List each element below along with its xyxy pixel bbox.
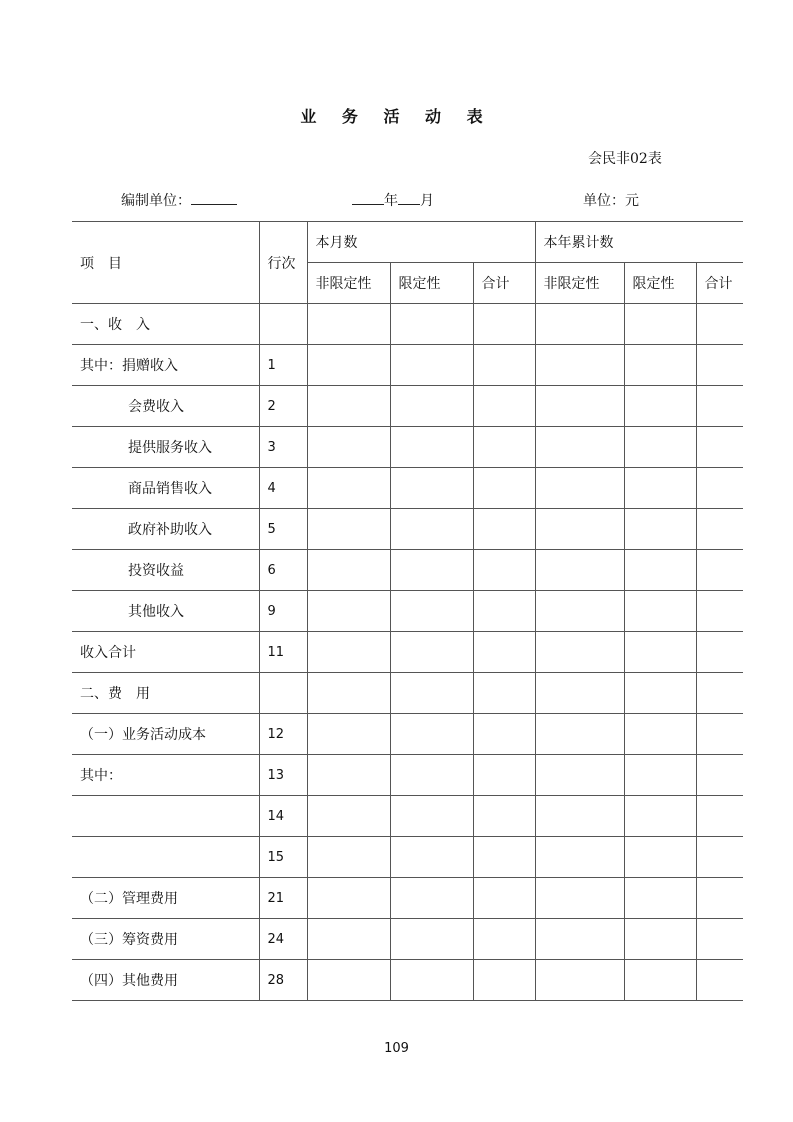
row-item: 收入合计 — [72, 632, 259, 673]
value-cell[interactable] — [390, 304, 473, 345]
value-cell[interactable] — [535, 591, 624, 632]
value-cell[interactable] — [624, 509, 696, 550]
table-row — [72, 304, 743, 345]
table-row — [72, 632, 743, 673]
year-suffix: 年 — [384, 193, 398, 209]
value-cell[interactable] — [390, 345, 473, 386]
value-cell[interactable] — [307, 591, 390, 632]
value-cell[interactable] — [696, 468, 743, 509]
value-cell[interactable] — [624, 632, 696, 673]
row-item: 其中：捐赠收入 — [72, 345, 259, 386]
value-cell[interactable] — [307, 509, 390, 550]
value-cell[interactable] — [307, 304, 390, 345]
value-cell[interactable] — [307, 345, 390, 386]
row-item: （二）管理费用 — [72, 878, 259, 919]
header-item: 项 目 — [72, 222, 259, 304]
value-cell[interactable] — [624, 345, 696, 386]
header-line-no: 行次 — [259, 222, 307, 304]
table-row — [72, 960, 743, 1001]
value-cell[interactable] — [473, 796, 535, 837]
value-cell[interactable] — [473, 960, 535, 1001]
row-line-number: 1 — [259, 345, 307, 386]
value-cell[interactable] — [307, 755, 390, 796]
table-row — [72, 714, 743, 755]
value-cell[interactable] — [473, 673, 535, 714]
value-cell[interactable] — [535, 878, 624, 919]
value-cell[interactable] — [535, 345, 624, 386]
table-row — [72, 755, 743, 796]
table-row — [72, 837, 743, 878]
header-row-1 — [72, 222, 743, 263]
row-line-number: 2 — [259, 386, 307, 427]
value-cell[interactable] — [390, 796, 473, 837]
value-cell[interactable] — [390, 427, 473, 468]
preparing-unit-label: 编制单位： — [121, 193, 191, 209]
table-row — [72, 427, 743, 468]
value-cell[interactable] — [307, 960, 390, 1001]
value-cell[interactable] — [473, 837, 535, 878]
header-year-group: 本年累计数 — [535, 222, 743, 263]
value-cell[interactable] — [624, 960, 696, 1001]
value-cell[interactable] — [696, 386, 743, 427]
value-cell[interactable] — [473, 755, 535, 796]
value-cell[interactable] — [390, 509, 473, 550]
value-cell[interactable] — [390, 632, 473, 673]
value-cell[interactable] — [624, 386, 696, 427]
row-item: （三）筹资费用 — [72, 919, 259, 960]
value-cell[interactable] — [696, 591, 743, 632]
value-cell[interactable] — [473, 591, 535, 632]
row-line-number: 13 — [259, 755, 307, 796]
value-cell[interactable] — [473, 386, 535, 427]
value-cell[interactable] — [307, 796, 390, 837]
row-line-number: 12 — [259, 714, 307, 755]
value-cell[interactable] — [307, 632, 390, 673]
row-line-number: 9 — [259, 591, 307, 632]
value-cell[interactable] — [696, 550, 743, 591]
value-cell[interactable] — [696, 673, 743, 714]
preparing-unit — [121, 190, 237, 210]
value-cell[interactable] — [390, 386, 473, 427]
value-cell[interactable] — [535, 755, 624, 796]
preparing-unit-blank[interactable] — [191, 190, 237, 205]
value-cell[interactable] — [473, 468, 535, 509]
row-item: 二、费 用 — [72, 673, 259, 714]
value-cell[interactable] — [624, 591, 696, 632]
row-item: 会费收入 — [72, 386, 259, 427]
value-cell[interactable] — [696, 427, 743, 468]
value-cell[interactable] — [473, 345, 535, 386]
row-item — [72, 837, 259, 878]
value-cell[interactable] — [624, 919, 696, 960]
value-cell[interactable] — [535, 304, 624, 345]
table-row — [72, 386, 743, 427]
row-line-number: 24 — [259, 919, 307, 960]
table-row — [72, 509, 743, 550]
row-line-number: 5 — [259, 509, 307, 550]
row-item: 投资收益 — [72, 550, 259, 591]
value-cell[interactable] — [307, 550, 390, 591]
value-cell[interactable] — [390, 878, 473, 919]
value-cell[interactable] — [390, 468, 473, 509]
value-cell[interactable] — [390, 550, 473, 591]
value-cell[interactable] — [473, 714, 535, 755]
value-cell[interactable] — [307, 427, 390, 468]
value-cell[interactable] — [390, 673, 473, 714]
year-blank[interactable] — [352, 190, 384, 205]
value-cell[interactable] — [696, 345, 743, 386]
value-cell[interactable] — [473, 919, 535, 960]
value-cell[interactable] — [307, 714, 390, 755]
row-item: 其中： — [72, 755, 259, 796]
value-cell[interactable] — [535, 796, 624, 837]
value-cell[interactable] — [390, 960, 473, 1001]
value-cell[interactable] — [473, 550, 535, 591]
table-row — [72, 345, 743, 386]
value-cell[interactable] — [307, 468, 390, 509]
value-cell[interactable] — [696, 837, 743, 878]
value-cell[interactable] — [696, 714, 743, 755]
value-cell[interactable] — [535, 714, 624, 755]
value-cell[interactable] — [390, 837, 473, 878]
value-cell[interactable] — [473, 632, 535, 673]
row-item: （一）业务活动成本 — [72, 714, 259, 755]
table-row — [72, 878, 743, 919]
row-item: 商品销售收入 — [72, 468, 259, 509]
row-line-number: 11 — [259, 632, 307, 673]
value-cell[interactable] — [535, 468, 624, 509]
value-cell[interactable] — [624, 837, 696, 878]
value-cell[interactable] — [307, 878, 390, 919]
report-period — [352, 190, 434, 210]
value-cell[interactable] — [696, 919, 743, 960]
value-cell[interactable] — [624, 550, 696, 591]
row-line-number — [259, 304, 307, 345]
header-month-group: 本月数 — [307, 222, 535, 263]
row-line-number: 14 — [259, 796, 307, 837]
page-number: 109 — [384, 1041, 409, 1056]
value-cell[interactable] — [624, 878, 696, 919]
row-item: 一、收 入 — [72, 304, 259, 345]
row-line-number: 15 — [259, 837, 307, 878]
table-body — [72, 304, 743, 1001]
row-line-number: 28 — [259, 960, 307, 1001]
value-cell[interactable] — [624, 796, 696, 837]
value-cell[interactable] — [535, 550, 624, 591]
value-cell[interactable] — [535, 837, 624, 878]
value-cell[interactable] — [696, 632, 743, 673]
table-row — [72, 919, 743, 960]
row-item — [72, 796, 259, 837]
subheader-month-1: 限定性 — [390, 263, 473, 304]
value-cell[interactable] — [624, 304, 696, 345]
row-line-number — [259, 673, 307, 714]
row-item: （四）其他费用 — [72, 960, 259, 1001]
row-item: 其他收入 — [72, 591, 259, 632]
value-cell[interactable] — [624, 468, 696, 509]
month-suffix: 月 — [420, 193, 434, 209]
value-cell[interactable] — [473, 427, 535, 468]
value-cell[interactable] — [624, 427, 696, 468]
month-blank[interactable] — [398, 190, 420, 205]
document-title: 业 务 活 动 表 — [300, 107, 493, 126]
value-cell[interactable] — [624, 714, 696, 755]
row-line-number: 6 — [259, 550, 307, 591]
value-cell[interactable] — [696, 304, 743, 345]
value-cell[interactable] — [390, 755, 473, 796]
value-cell[interactable] — [696, 509, 743, 550]
value-cell[interactable] — [473, 509, 535, 550]
value-cell[interactable] — [624, 755, 696, 796]
value-cell[interactable] — [307, 386, 390, 427]
value-cell[interactable] — [307, 919, 390, 960]
value-cell[interactable] — [535, 919, 624, 960]
value-cell[interactable] — [535, 632, 624, 673]
form-code: 会民非02表 — [588, 151, 662, 167]
value-cell[interactable] — [624, 673, 696, 714]
row-item: 提供服务收入 — [72, 427, 259, 468]
value-cell[interactable] — [696, 878, 743, 919]
value-cell[interactable] — [473, 878, 535, 919]
value-cell[interactable] — [696, 796, 743, 837]
value-cell[interactable] — [307, 837, 390, 878]
row-line-number: 3 — [259, 427, 307, 468]
row-line-number: 4 — [259, 468, 307, 509]
subheader-month-2: 合计 — [473, 263, 535, 304]
value-cell[interactable] — [535, 509, 624, 550]
value-cell[interactable] — [535, 386, 624, 427]
value-cell[interactable] — [473, 304, 535, 345]
subheader-year-0: 非限定性 — [535, 263, 624, 304]
subheader-month-0: 非限定性 — [307, 263, 390, 304]
row-line-number: 21 — [259, 878, 307, 919]
table-row — [72, 468, 743, 509]
value-cell[interactable] — [307, 673, 390, 714]
table-row — [72, 796, 743, 837]
subheader-year-2: 合计 — [696, 263, 743, 304]
row-item: 政府补助收入 — [72, 509, 259, 550]
currency-unit: 单位：元 — [583, 193, 639, 209]
subheader-year-1: 限定性 — [624, 263, 696, 304]
activity-table — [72, 221, 743, 1001]
value-cell[interactable] — [390, 919, 473, 960]
value-cell[interactable] — [390, 714, 473, 755]
value-cell[interactable] — [390, 591, 473, 632]
value-cell[interactable] — [696, 755, 743, 796]
value-cell[interactable] — [535, 960, 624, 1001]
table-row — [72, 591, 743, 632]
value-cell[interactable] — [535, 427, 624, 468]
table-row — [72, 673, 743, 714]
value-cell[interactable] — [696, 960, 743, 1001]
table-row — [72, 550, 743, 591]
value-cell[interactable] — [535, 673, 624, 714]
